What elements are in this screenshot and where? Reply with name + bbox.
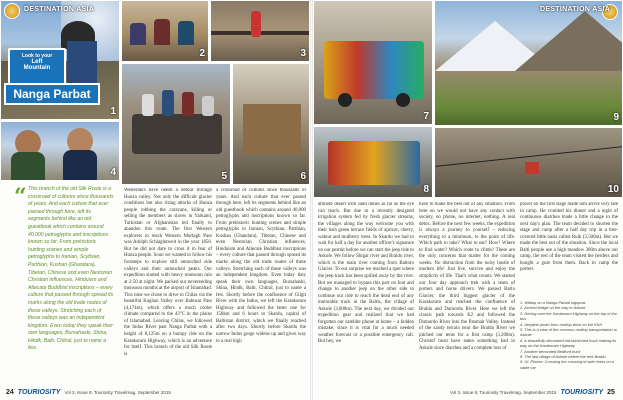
article-column-2: a crossroad of cultures since thousands of years. And each culture that ever passed through here, left its segments behind like an old guestbook which contains around 40,000 petroglyphs and inscriptions known so far. From prehistoric hunting scenes and simple petroglyphs to Iranian, Scythian, Parthian, Kushan (Ghandara), Tibetan, Chinese and even Nestorian Christian influences, Hinduism and Atlecate Buddhist inscriptions – every culture that passed through spread its marks along the old trade routes of these valleys. Stretching each of these valleys was an independent kingdom. Even today they speak their own languages, Bursahaski, Shina, Hindk, Balti, Chitral, just to name a few. Shortly before the confluence of Gilgit River with the Indus, we left the Karakoram Highway and followed the latter one for 150km and 6 hours to Skardu, capital of Baltistan district, which we finally reached after two days. Shortly before Skardu the narrow Indus gorge widens up and gives way to a real high xyxy=(216,188,306,344)
caption: 7. Another decorated Bedford truck xyxy=(520,348,581,354)
article-column-5: power on the first stage made him arrive very late in camp. He vomited his dinner and a night of continuous diarrhea made a little change in the next day's plan. The team decided to shorten the stage and camp after a half day trip in a tree-covered little oasis called Ruik (3,500m). But we made the best out of the situation. Since the local Balti people use a high meadow 300m above our camp, the rest of the team visited the herders and bought a goat from them. Back in camp the porters xyxy=(520,202,618,273)
caption: 1. Wildup on a Nanga Parbat signpost xyxy=(520,300,586,305)
photo-bridge xyxy=(210,0,310,62)
article-column-3: altitude desert with sand dunes as far as the eye can reach. But due to a recently designed irrigation system fed by fresh glacier streams, the villages along the way welcome you with their lush green terrace fields of apricot, cherry, walnut and mulberry trees. In Skardu we had to wait for half a day for another officer's signature on our permit before we can start the jeep ride to Askole. We follow Shigar river and Braldu river, which is the main river coming from Baltoro Glacier. To our surprise we reached a spot where the jeep track has been spilled away by the river. But we managed to bypass this part on foot and change to another jeep on the other side to continue our ride to reach the dead end of any motorable track in the Baltis, the village of Askole (3,000m). The next day, we divided our expedition gear and realized that we had forgotten our satellite phone at home – a hidden mistake, since it is vital for a much needed weather forecast or a possible emergency call. But hey, we xyxy=(318,202,414,345)
photo-cable-car xyxy=(434,127,623,198)
section-tag-left: DESTINATION ASIA xyxy=(24,6,95,13)
caption: 9. Gl. Phutse: Crossing the crossing of side rivers on a cable car xyxy=(520,359,614,370)
caption: 5. This is a view of the common rooftop transportation to Askole xyxy=(520,327,617,338)
footer-left xyxy=(6,386,171,398)
photo-mountain-valley xyxy=(434,0,623,126)
quote-mark-icon: “ xyxy=(14,184,27,210)
article-column-1: Westerners have needs a detour through Hunza valley. Not only the difficult glacier conditions but also rising attacks of Hunza people robbing the caravans, killing or selling the members as slaves in Yarkand, Turkistan or Afghanistan led finally to abandon this route. The first Western explorers to reach Western Murtagh Pass was Adolph Schlagintweit in the year 1856. But he did not dare to cross it in fear of Hunza people. Soon we wanted to follow his footsteps to explore still untouched side valleys and their untouched peaks. Our expedition started with heavy monsoon rain at 2:50 at night. We packed our neverending monsoon months at the airport of Islamabad. This time we chose to drive to Chilas via the beautiful Kaghan Valley over Babusar Pass (4,174m), which offers a much cooler climate compared to the 43°C in the plains of Islamabad. Leaving Chilas, we followed the Indus River past Nanga Parbat with a height of 8,125m on a bumpy ride on the Karakoram Highway, which is an adventure for itself. This branch of the old Silk Route is xyxy=(124,188,212,357)
photo-number: 10 xyxy=(607,184,619,195)
photo-number: 8 xyxy=(423,184,429,195)
footer-right xyxy=(450,386,615,398)
sign-nanga-parbat: Nanga Parbat xyxy=(4,83,100,105)
photo-bedford-truck xyxy=(313,126,433,198)
brand-name: TOURIOSITY xyxy=(560,388,604,396)
photo-number: 7 xyxy=(423,111,429,122)
sign-line: Mountain xyxy=(23,65,51,71)
photo-decorated-truck xyxy=(313,0,433,125)
caption: 4. Jeepline photo from rooftop drive on the KKH xyxy=(520,321,603,327)
photo-number: 4 xyxy=(110,167,116,178)
photo-street xyxy=(232,63,310,185)
issue-info: Vol 3, Issue 8, Touriosity Travelmag. September 2015 xyxy=(450,389,557,395)
sign-line: Look to your xyxy=(21,53,53,59)
issue-info: Vol 3, Issue 8, Touriosity Travelmag. September 2015 xyxy=(64,389,171,395)
section-tag-right: DESTINATION ASIA xyxy=(540,6,611,13)
photo-jeep-crowd xyxy=(121,63,231,185)
caption: 6. A beautifully decorated old-fashioned truck making its way on the Karakoram Highway xyxy=(520,337,617,349)
sign-line: Left xyxy=(31,59,43,65)
photo-rooftop-bus xyxy=(121,0,209,62)
page-gutter xyxy=(310,0,313,400)
magazine-logo-icon xyxy=(4,3,20,19)
photo-number: 9 xyxy=(613,112,619,123)
photo-number: 2 xyxy=(199,48,205,59)
photo-number: 1 xyxy=(110,106,116,117)
roadside-sign xyxy=(8,48,66,88)
pull-quote: This branch of the old Silk Route is a crossroad of cultures since thousands of years. And each culture that ever passed through here, left its segments behind like an old guestbook which contains around 40,000 petroglyphs and inscriptions known so far. From prehistoric hunting scenes and simple petroglyphs to Iranian, Scythian, Parthian, Kushan (Ghandara), Tibetan, Chinese and even Nestorian Christian influences, Hinduism and Atlecate Buddhist inscriptions – every culture that passed through spread its marks along the old trade routes of these valleys. Stretching each of these valleys was an independent kingdom. Even today they speak their own languages, Bursahaski, Shina, Hindk, Balti, Chitral, just to name a few. xyxy=(28,186,114,352)
article-column-4: have to make the best out of any situation. From here on we would not have any contact with society, no phone, no internet, nothing. A real detox. Before the next few weeks, the expedition is always a journey to yourself – reducing everything to a minimum, to the point of life. Which path to take? What to eat? How? Where to find water? Which route to climb? These are the only concerns that matter for the coming weeks. No distraction from the noisy hustle of modern life! Just live, survive and enjoy the simplicity of life. That's what counts. We started our four day approach trek with a team of porters and horse drivers. We passed Barlu Glacier, the third biggest glacier of the Karakoram and reached the confluence of Braldu and Dumordo River. Here we left the classic path towards K2 and followed the Dumordo River into the Panmah Valley. Instead of the sandy terrain near the Braldu River we pitched our tents for a first camp (3,200m). Christof must have eaten something bad in Askole since diarrhea and a complete loss of xyxy=(419,202,515,352)
caption: 8. The last village of Askole before the trek Braldu xyxy=(520,354,606,360)
photo-number: 3 xyxy=(300,48,306,59)
caption: 2. Arched bridge on the way to Askole xyxy=(520,305,586,311)
photo-captions xyxy=(520,300,618,370)
photo-number: 6 xyxy=(300,171,306,182)
page-number: 24 xyxy=(6,388,14,396)
photo-number: 5 xyxy=(221,171,227,182)
caption: 3. Driving over the Karakoram Highway on the top of the bus xyxy=(520,310,617,322)
brand-name: TOURIOSITY xyxy=(17,388,61,396)
page-number: 25 xyxy=(607,388,615,396)
photo-climbers-group xyxy=(0,121,120,181)
